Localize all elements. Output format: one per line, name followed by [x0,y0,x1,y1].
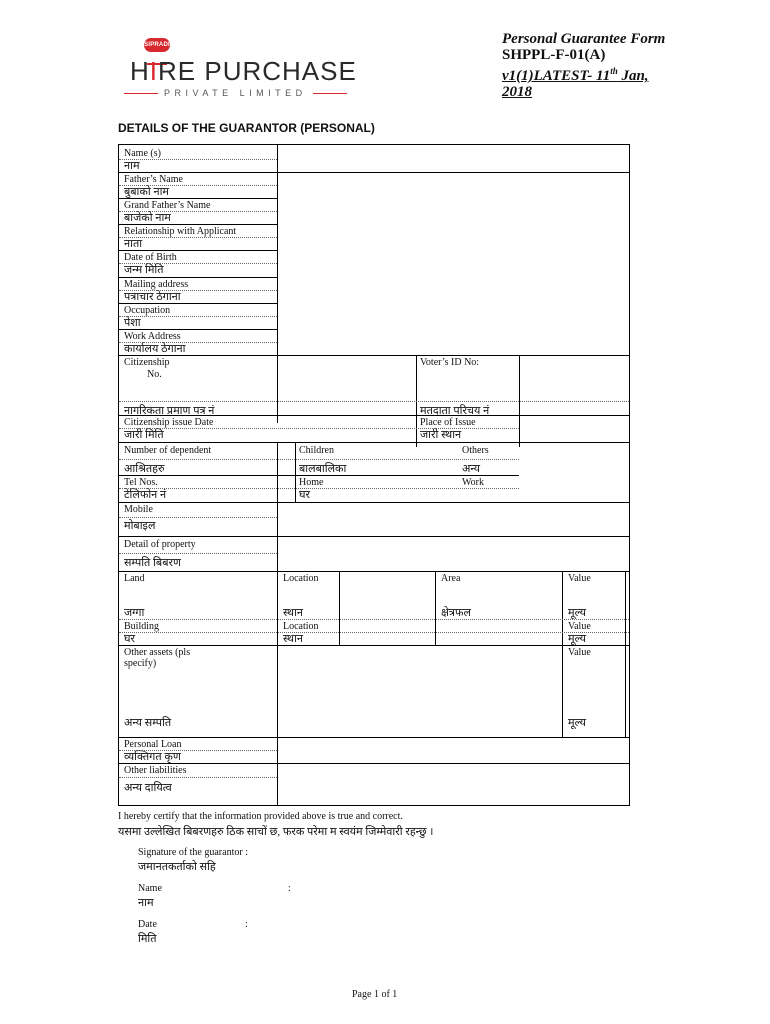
other-assets-value-label: Value [568,647,591,658]
logo-badge: SIPRADI [144,38,170,52]
building-location-label: Location [283,621,319,632]
tel-label-np: टेलिफोन नं [124,489,167,501]
form-version: v1(1)LATEST- 11th Jan, [502,66,649,84]
guarantor-form-table [118,144,630,806]
name-sign-label: Name [138,883,162,894]
work-address-label: Work Address [124,331,181,342]
property-label-np: सम्पति बिबरण [124,557,181,569]
citizenship-no-label: No. [147,369,162,380]
date-colon: : [245,919,248,930]
land-label: Land [124,573,145,584]
signature-label: Signature of the guarantor : [138,847,248,858]
building-label: Building [124,621,160,632]
dependents-label: Number of dependent [124,445,212,456]
other-assets-value-label-np: मूल्य [568,717,586,729]
other-assets-label: Other assets (pls [124,647,191,658]
occupation-label: Occupation [124,305,171,316]
form-code: SHPPL-F-01(A) [502,47,606,63]
occupation-label-np: पेशा [124,317,141,329]
name-label: Name (s) [124,148,161,159]
tel-label: Tel Nos. [124,477,158,488]
personal-loan-label-np: व्यक्तिगत कृण [124,751,181,763]
land-area-label-np: क्षेत्रफल [441,607,471,619]
dob-label-np: जन्म मिति [124,264,164,276]
name-label-np: नाम [124,160,140,172]
father-name-label: Father’s Name [124,174,183,185]
other-liabilities-label-np: अन्य दायित्व [124,782,172,794]
name-field[interactable] [279,146,627,171]
land-label-np: जग्गा [124,607,145,619]
relationship-label: Relationship with Applicant [124,226,237,237]
place-of-issue-label: Place of Issue [420,417,476,428]
building-label-np: घर [124,633,135,645]
grandfather-name-label: Grand Father’s Name [124,200,211,211]
certification-text: I hereby certify that the information provided above is true and correct. [118,811,403,822]
dependents-label-np: आश्रितहरु [124,463,165,475]
others-label: Others [462,445,489,456]
home-tel-label: Home [299,477,324,488]
citizenship-issue-date-label: Citizenship issue Date [124,417,214,428]
mailing-address-label: Mailing address [124,279,189,290]
other-assets-label-np: अन्य सम्पति [124,717,172,729]
form-year: 2018 [502,84,532,100]
mobile-label: Mobile [124,504,153,515]
citizenship-label: Citizenship [124,357,170,368]
other-liabilities-label: Other liabilities [124,765,187,776]
form-header [502,31,682,100]
personal-loan-label: Personal Loan [124,739,182,750]
children-label: Children [299,445,334,456]
others-label-np: अन्य [462,463,481,475]
children-label-np: बालबालिका [299,463,347,475]
home-tel-label-np: घर [299,489,310,501]
father-name-label-np: बुबाको नाम [124,186,169,198]
name-sign-label-np: नाम [138,897,154,909]
certification-text-np: यसमा उल्लेखित बिबरणहरु ठिक साचों छ, फरक परेमा म स्वयंम जिम्मेवारी रहन्छु । [118,826,434,838]
citizenship-label-np: नागरिकता प्रमाण पत्र नं [124,405,215,417]
land-value-label: Value [568,573,591,584]
other-assets-label-2: specify) [124,658,157,669]
grandfather-name-label-np: बाजेको नाम [124,212,171,224]
property-label: Detail of property [124,539,196,550]
signature-label-np: जमानतकर्ताको सहि [138,861,216,873]
mailing-address-label-np: पत्राचार ठेगाना [124,291,181,303]
citizenship-issue-date-label-np: जारी मिति [124,429,164,441]
company-logo [118,34,357,108]
relationship-label-np: नाता [124,238,143,250]
voter-id-label-np: मतदाता परिचय नं [420,405,490,417]
work-tel-label: Work [462,477,484,488]
form-title: Personal Guarantee Form [502,31,666,47]
land-location-label-np: स्थान [283,607,304,619]
work-address-label-np: कार्यालय ठेगाना [124,343,186,355]
building-value-label: Value [568,621,591,632]
place-of-issue-label-np: जारी स्थान [420,429,462,441]
building-location-label-np: स्थान [283,633,304,645]
mobile-label-np: मोबाइल [124,520,156,532]
logo-brand: HIRE PURCHASE [130,56,357,86]
logo-subtitle: PRIVATE LIMITED [118,88,346,98]
voter-id-label: Voter’s ID No: [420,357,480,368]
land-value-label-np: मूल्य [568,607,586,619]
land-area-label: Area [441,573,461,584]
date-label: Date [138,919,157,930]
page-number: Page 1 of 1 [352,989,398,1000]
date-label-np: मिति [138,933,157,945]
name-colon: : [288,883,291,894]
land-location-label: Location [283,573,319,584]
building-value-label-np: मूल्य [568,633,586,645]
section-title: DETAILS OF THE GUARANTOR (PERSONAL) [118,121,375,135]
dob-label: Date of Birth [124,252,177,263]
